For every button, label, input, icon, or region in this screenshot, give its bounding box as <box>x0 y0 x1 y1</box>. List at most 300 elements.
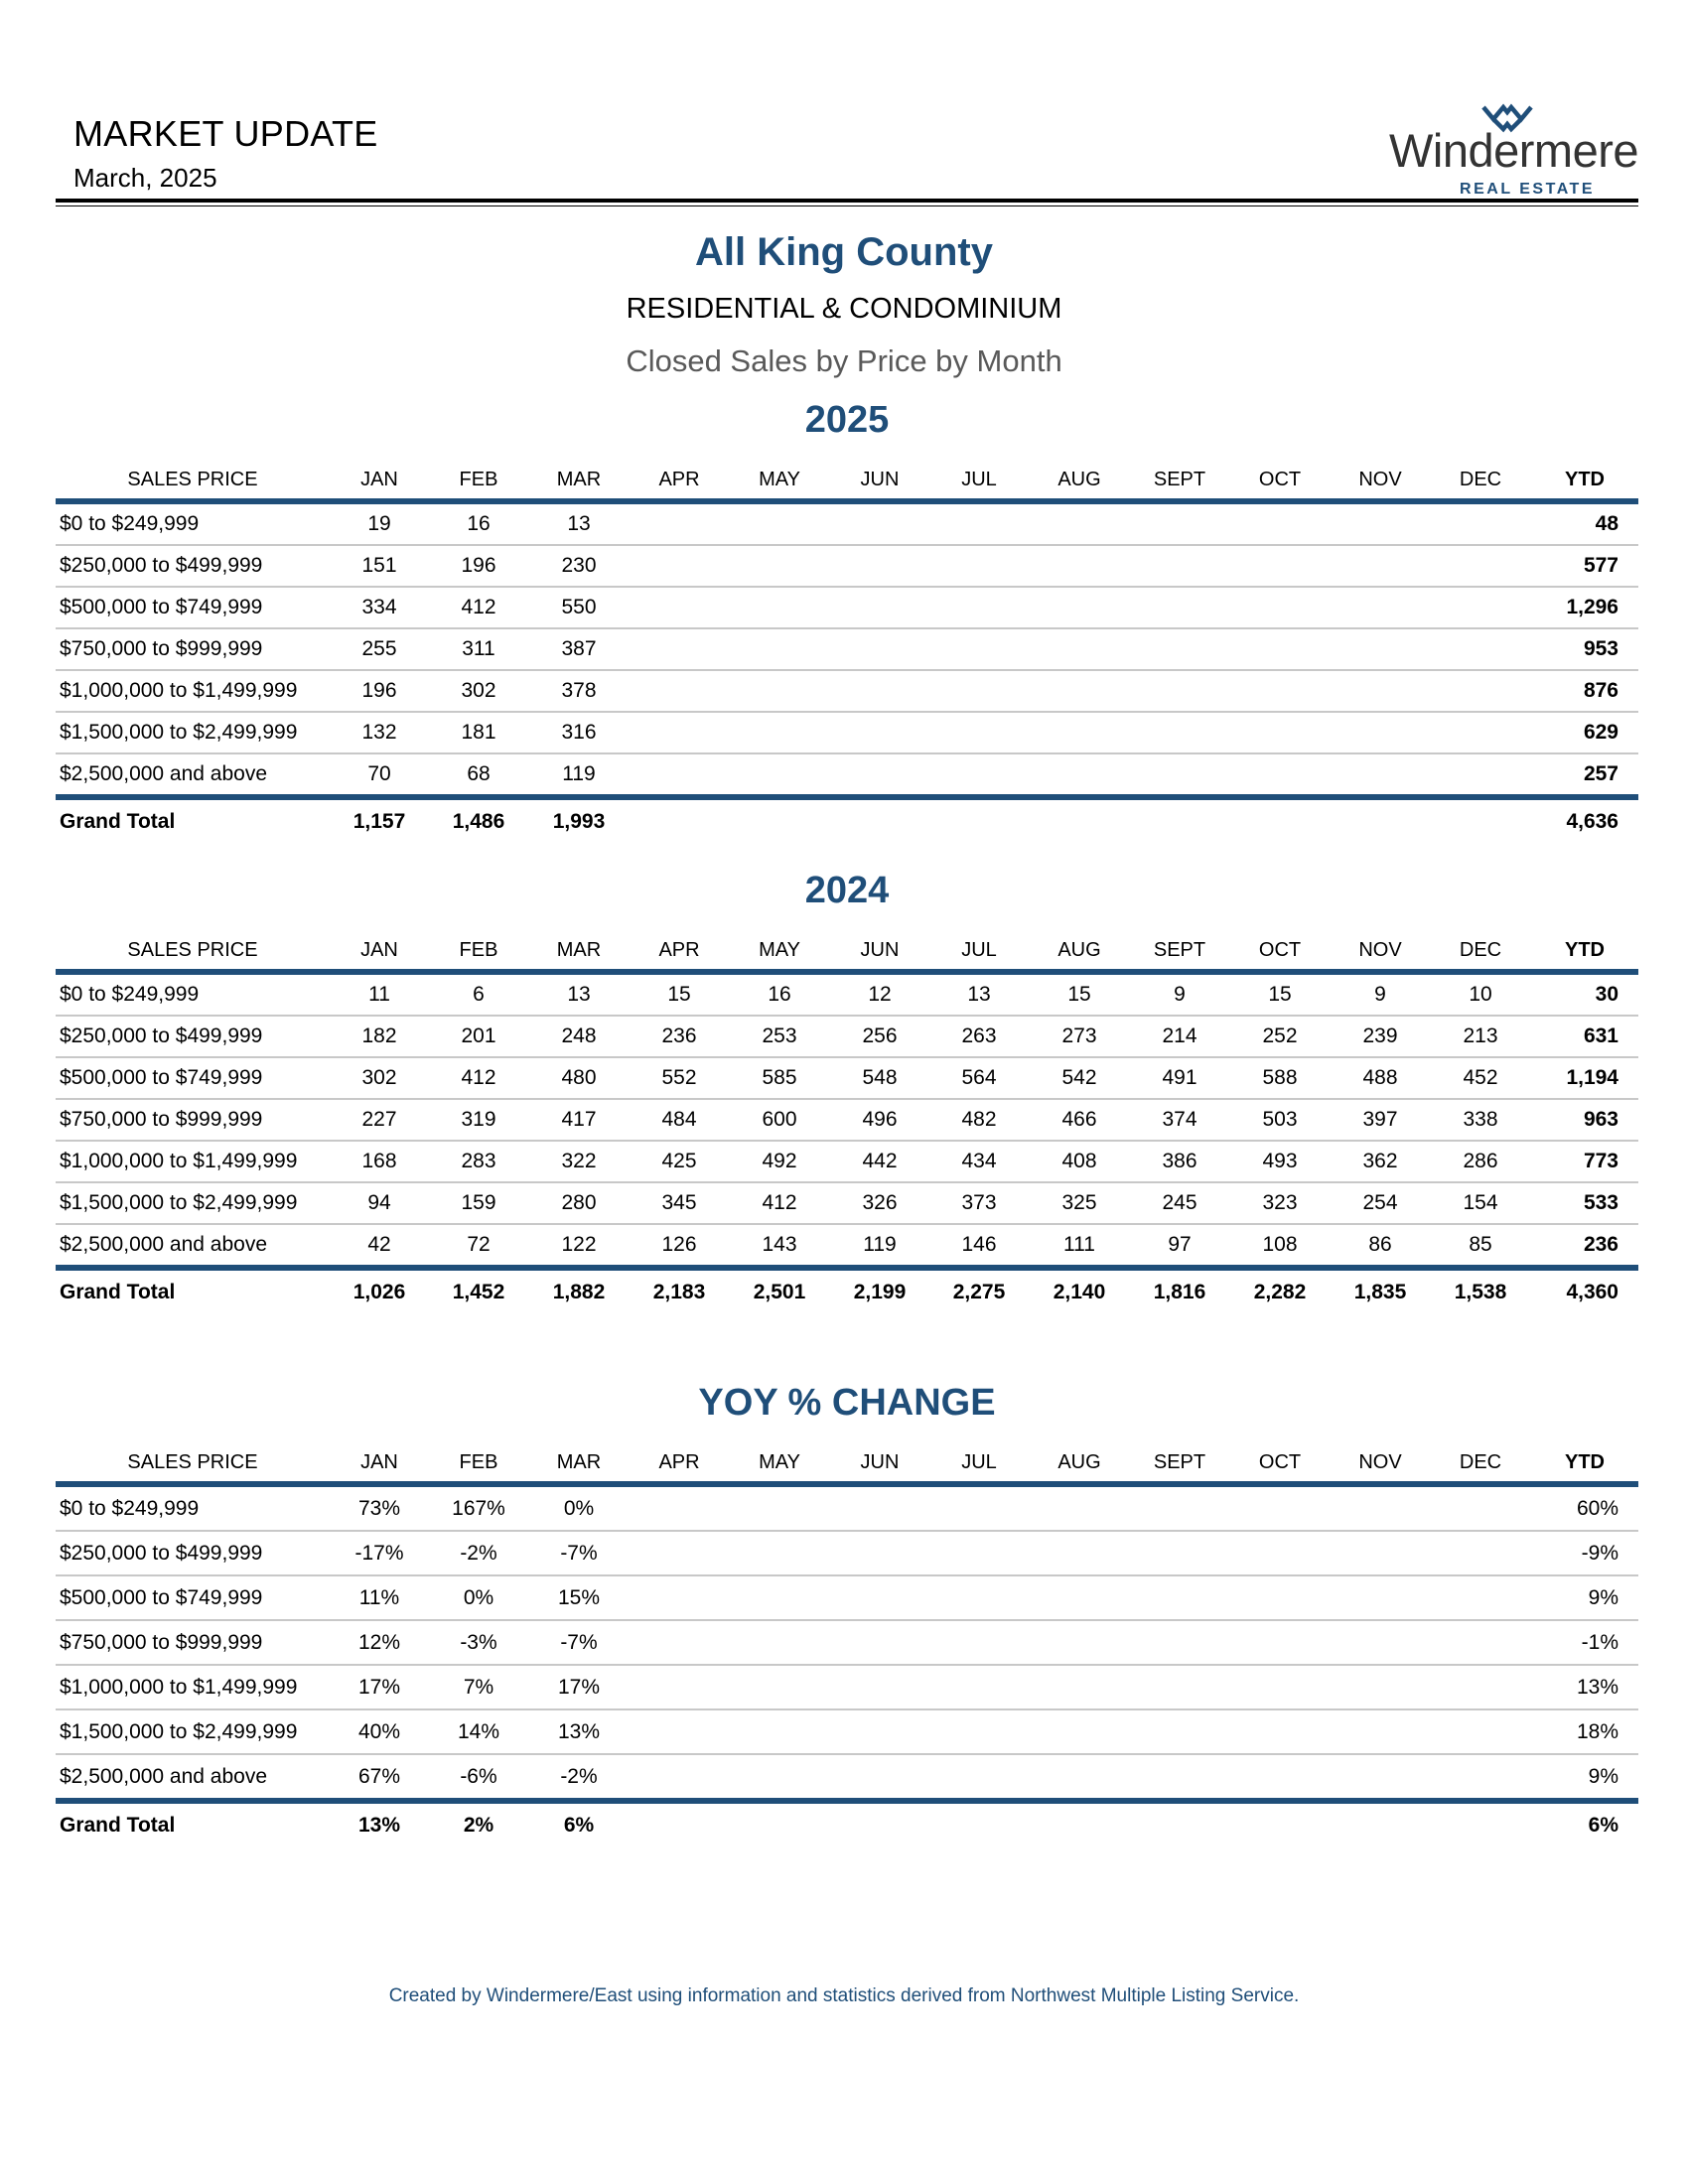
column-header: MAY <box>759 938 800 961</box>
month-cell: -17% <box>330 1531 429 1575</box>
price-range-label: $750,000 to $999,999 <box>56 1620 330 1665</box>
month-cell: 466 <box>1029 1099 1130 1141</box>
month-cell <box>630 1484 729 1531</box>
month-cell: 493 <box>1229 1141 1331 1182</box>
month-cell: 196 <box>330 670 429 712</box>
month-cell: 40% <box>330 1709 429 1754</box>
month-cell <box>729 587 830 628</box>
month-cell <box>1029 587 1130 628</box>
month-cell: 151 <box>330 545 429 587</box>
month-cell <box>1229 501 1331 545</box>
month-cell <box>830 1709 929 1754</box>
month-cell <box>1229 1801 1331 1847</box>
month-cell: 1,993 <box>552 810 606 833</box>
month-cell: 245 <box>1130 1182 1229 1224</box>
month-cell: 585 <box>729 1057 830 1099</box>
report-date: March, 2025 <box>73 163 217 193</box>
month-cell <box>929 628 1029 670</box>
month-cell <box>1430 587 1531 628</box>
month-cell <box>630 545 729 587</box>
month-cell: 322 <box>528 1141 630 1182</box>
month-cell: 1,538 <box>1454 1281 1507 1303</box>
month-cell: 488 <box>1331 1057 1430 1099</box>
month-cell: 480 <box>528 1057 630 1099</box>
month-cell: 548 <box>830 1057 929 1099</box>
month-cell <box>929 1575 1029 1620</box>
month-cell <box>1029 1575 1130 1620</box>
table-row <box>56 501 1638 545</box>
month-cell <box>929 545 1029 587</box>
column-header: AUG <box>1057 468 1101 490</box>
month-cell: 252 <box>1229 1016 1331 1057</box>
month-cell <box>729 1754 830 1801</box>
column-header: JUN <box>860 938 900 961</box>
month-cell <box>929 670 1029 712</box>
month-cell: 11% <box>330 1575 429 1620</box>
month-cell <box>1331 1665 1430 1709</box>
column-header: JUN <box>860 468 900 490</box>
month-cell: 550 <box>528 587 630 628</box>
column-header: OCT <box>1258 1450 1302 1473</box>
table-row <box>56 1620 1638 1665</box>
month-cell <box>1029 1531 1130 1575</box>
price-range-label: $1,000,000 to $1,499,999 <box>56 1141 330 1182</box>
month-cell <box>830 1575 929 1620</box>
column-header: MAR <box>556 468 602 490</box>
table-row <box>56 1484 1638 1531</box>
logo-wordmark: Windermere <box>1389 124 1638 177</box>
month-cell <box>1130 712 1229 753</box>
price-range-label: $1,000,000 to $1,499,999 <box>56 670 330 712</box>
month-cell: 1,882 <box>552 1281 606 1303</box>
month-cell: 564 <box>929 1057 1029 1099</box>
table-row <box>56 1182 1638 1224</box>
month-cell: 0% <box>528 1484 630 1531</box>
month-cell <box>1229 1709 1331 1754</box>
price-range-label: $500,000 to $749,999 <box>56 1057 330 1099</box>
column-header: JUN <box>860 1450 900 1473</box>
month-cell <box>630 1620 729 1665</box>
page-header <box>56 107 1638 206</box>
month-cell <box>929 712 1029 753</box>
column-header: SEPT <box>1153 1450 1206 1473</box>
price-range-label: $1,000,000 to $1,499,999 <box>56 1665 330 1709</box>
month-cell: 1,452 <box>452 1281 505 1303</box>
month-cell <box>1331 1709 1430 1754</box>
ytd-cell: 773 <box>1531 1141 1638 1182</box>
month-cell: 181 <box>429 712 528 753</box>
month-cell <box>1029 1620 1130 1665</box>
month-cell: 13 <box>528 501 630 545</box>
month-cell: 2,140 <box>1053 1281 1106 1303</box>
table-row <box>56 753 1638 797</box>
month-cell <box>729 501 830 545</box>
month-cell: 248 <box>528 1016 630 1057</box>
table-row <box>56 1754 1638 1801</box>
month-cell: 12 <box>830 972 929 1016</box>
column-header: APR <box>658 1450 700 1473</box>
price-range-label: $0 to $249,999 <box>56 1484 330 1531</box>
price-range-label: Grand Total <box>60 1814 176 1837</box>
month-cell: 111 <box>1029 1224 1130 1268</box>
price-range-label: $250,000 to $499,999 <box>56 545 330 587</box>
month-cell: -7% <box>528 1531 630 1575</box>
month-cell: 325 <box>1029 1182 1130 1224</box>
month-cell: 201 <box>429 1016 528 1057</box>
month-cell: 12% <box>330 1620 429 1665</box>
month-cell: 552 <box>630 1057 729 1099</box>
month-cell <box>830 1620 929 1665</box>
sales-table-2024 <box>56 931 1638 1314</box>
month-cell: 588 <box>1229 1057 1331 1099</box>
property-type-subtitle: RESIDENTIAL & CONDOMINIUM <box>626 293 1062 325</box>
month-cell <box>1331 587 1430 628</box>
month-cell <box>830 797 929 844</box>
month-cell: 19 <box>330 501 429 545</box>
column-header: SALES PRICE <box>127 938 258 961</box>
month-cell <box>1229 712 1331 753</box>
header-row <box>56 931 1638 972</box>
month-cell: 1,026 <box>352 1281 406 1303</box>
month-cell <box>1130 1620 1229 1665</box>
month-cell <box>1331 501 1430 545</box>
month-cell: 122 <box>528 1224 630 1268</box>
month-cell <box>1430 1801 1531 1847</box>
month-cell: 72 <box>429 1224 528 1268</box>
month-cell <box>830 670 929 712</box>
price-range-label: $1,500,000 to $2,499,999 <box>56 1709 330 1754</box>
month-cell <box>729 1709 830 1754</box>
month-cell: 236 <box>630 1016 729 1057</box>
month-cell: 9 <box>1331 972 1430 1016</box>
month-cell: 319 <box>429 1099 528 1141</box>
month-cell <box>929 797 1029 844</box>
month-cell <box>929 587 1029 628</box>
month-cell: 412 <box>729 1182 830 1224</box>
month-cell: 316 <box>528 712 630 753</box>
month-cell <box>830 1531 929 1575</box>
month-cell: 408 <box>1029 1141 1130 1182</box>
month-cell: 15 <box>1229 972 1331 1016</box>
month-cell <box>929 1484 1029 1531</box>
month-cell: 2,282 <box>1253 1281 1307 1303</box>
month-cell <box>630 587 729 628</box>
month-cell: 1,835 <box>1353 1281 1407 1303</box>
column-header: OCT <box>1258 468 1302 490</box>
month-cell <box>729 1801 830 1847</box>
ytd-cell: 6% <box>1588 1814 1618 1837</box>
month-cell <box>830 1665 929 1709</box>
table-row <box>56 1224 1638 1268</box>
month-cell: 492 <box>729 1141 830 1182</box>
month-cell <box>830 753 929 797</box>
month-cell <box>1229 1665 1331 1709</box>
month-cell <box>630 1801 729 1847</box>
month-cell: 154 <box>1430 1182 1531 1224</box>
price-range-label: $2,500,000 and above <box>56 1224 330 1268</box>
table-row <box>56 972 1638 1016</box>
month-cell <box>1130 753 1229 797</box>
month-cell: 280 <box>528 1182 630 1224</box>
month-cell <box>1130 670 1229 712</box>
windermere-logo <box>1360 99 1638 199</box>
price-range-label: $0 to $249,999 <box>56 501 330 545</box>
month-cell <box>729 628 830 670</box>
month-cell: 68 <box>429 753 528 797</box>
ytd-cell: 257 <box>1531 753 1638 797</box>
column-header: YTD <box>1565 938 1605 961</box>
column-header: SALES PRICE <box>127 1450 258 1473</box>
month-cell: 2,275 <box>952 1281 1006 1303</box>
month-cell <box>1229 1484 1331 1531</box>
column-header: JAN <box>360 938 398 961</box>
month-cell: 412 <box>429 587 528 628</box>
month-cell <box>1430 1531 1531 1575</box>
month-cell: 255 <box>330 628 429 670</box>
month-cell <box>1229 670 1331 712</box>
month-cell <box>1029 1754 1130 1801</box>
yoy-table <box>56 1443 1638 1847</box>
price-range-label: Grand Total <box>60 810 176 833</box>
month-cell: 146 <box>929 1224 1029 1268</box>
month-cell: -6% <box>429 1754 528 1801</box>
price-range-label: $1,500,000 to $2,499,999 <box>56 712 330 753</box>
table-row <box>56 1141 1638 1182</box>
month-cell <box>1331 545 1430 587</box>
ytd-cell: 4,636 <box>1566 810 1618 833</box>
month-cell: 108 <box>1229 1224 1331 1268</box>
month-cell: -2% <box>528 1754 630 1801</box>
column-header: APR <box>658 468 700 490</box>
month-cell: 132 <box>330 712 429 753</box>
month-cell: 14% <box>429 1709 528 1754</box>
month-cell: 256 <box>830 1016 929 1057</box>
table-row <box>56 1665 1638 1709</box>
month-cell <box>729 1484 830 1531</box>
month-cell: 70 <box>330 753 429 797</box>
month-cell <box>1130 1484 1229 1531</box>
column-header: FEB <box>459 1450 498 1473</box>
price-range-label: $750,000 to $999,999 <box>56 1099 330 1141</box>
month-cell <box>1229 1575 1331 1620</box>
month-cell <box>929 1665 1029 1709</box>
table-row <box>56 545 1638 587</box>
month-cell <box>1130 545 1229 587</box>
ytd-cell: 4,360 <box>1566 1281 1618 1303</box>
month-cell <box>1229 545 1331 587</box>
month-cell: 227 <box>330 1099 429 1141</box>
column-header: NOV <box>1358 1450 1402 1473</box>
county-title: All King County <box>695 230 993 274</box>
month-cell <box>830 545 929 587</box>
month-cell: 491 <box>1130 1057 1229 1099</box>
table-row <box>56 670 1638 712</box>
price-range-label: $0 to $249,999 <box>56 972 330 1016</box>
column-header: MAY <box>759 468 800 490</box>
section-heading: 2025 <box>804 399 890 441</box>
month-cell <box>1331 712 1430 753</box>
month-cell: 182 <box>330 1016 429 1057</box>
column-header: MAY <box>759 1450 800 1473</box>
month-cell: 159 <box>429 1182 528 1224</box>
month-cell <box>830 587 929 628</box>
price-range-label: $250,000 to $499,999 <box>56 1531 330 1575</box>
month-cell <box>630 670 729 712</box>
month-cell <box>729 1575 830 1620</box>
month-cell <box>929 501 1029 545</box>
month-cell <box>1331 1754 1430 1801</box>
price-range-label: $500,000 to $749,999 <box>56 1575 330 1620</box>
month-cell <box>929 1709 1029 1754</box>
month-cell <box>729 1665 830 1709</box>
month-cell: 13 <box>929 972 1029 1016</box>
month-cell: -2% <box>429 1531 528 1575</box>
month-cell: 600 <box>729 1099 830 1141</box>
column-header: AUG <box>1057 1450 1101 1473</box>
month-cell: 373 <box>929 1182 1029 1224</box>
month-cell: 452 <box>1430 1057 1531 1099</box>
ytd-cell: 577 <box>1531 545 1638 587</box>
month-cell <box>1229 1531 1331 1575</box>
column-header: JUL <box>961 468 997 490</box>
month-cell <box>1229 1620 1331 1665</box>
month-cell: 434 <box>929 1141 1029 1182</box>
month-cell <box>830 501 929 545</box>
month-cell: 6 <box>429 972 528 1016</box>
month-cell: 15 <box>630 972 729 1016</box>
ytd-cell: 60% <box>1531 1484 1638 1531</box>
month-cell: 213 <box>1430 1016 1531 1057</box>
month-cell <box>630 712 729 753</box>
month-cell: 17% <box>330 1665 429 1709</box>
ytd-cell: 1,194 <box>1531 1057 1638 1099</box>
month-cell: 167% <box>429 1484 528 1531</box>
section-heading: YOY % CHANGE <box>698 1382 996 1424</box>
month-cell <box>1130 1531 1229 1575</box>
month-cell <box>1430 628 1531 670</box>
ytd-cell: 18% <box>1531 1709 1638 1754</box>
month-cell <box>1331 1575 1430 1620</box>
month-cell <box>1430 501 1531 545</box>
month-cell: 9 <box>1130 972 1229 1016</box>
month-cell: 425 <box>630 1141 729 1182</box>
month-cell: 6% <box>563 1814 595 1837</box>
table-row <box>56 1099 1638 1141</box>
month-cell: 196 <box>429 545 528 587</box>
ytd-cell: 13% <box>1531 1665 1638 1709</box>
month-cell <box>1029 1484 1130 1531</box>
month-cell: 302 <box>429 670 528 712</box>
month-cell <box>1029 797 1130 844</box>
header-row <box>56 1443 1638 1484</box>
grand-total-row <box>56 1268 1638 1314</box>
logo-subtext: REAL ESTATE <box>1460 181 1595 198</box>
month-cell: 13% <box>528 1709 630 1754</box>
month-cell <box>1430 712 1531 753</box>
column-header: YTD <box>1565 468 1605 490</box>
header-rule-thin <box>56 205 1638 206</box>
month-cell <box>1430 753 1531 797</box>
month-cell <box>1430 1709 1531 1754</box>
month-cell <box>1029 501 1130 545</box>
month-cell <box>830 712 929 753</box>
month-cell: 482 <box>929 1099 1029 1141</box>
month-cell: 2,501 <box>753 1281 806 1303</box>
month-cell: 17% <box>528 1665 630 1709</box>
month-cell <box>729 712 830 753</box>
month-cell: 143 <box>729 1224 830 1268</box>
month-cell <box>729 670 830 712</box>
month-cell <box>929 1754 1029 1801</box>
month-cell: 1,486 <box>452 810 505 833</box>
month-cell <box>1430 1484 1531 1531</box>
month-cell: 86 <box>1331 1224 1430 1268</box>
month-cell <box>1430 670 1531 712</box>
price-range-label: $250,000 to $499,999 <box>56 1016 330 1057</box>
month-cell: 0% <box>429 1575 528 1620</box>
column-header: JAN <box>360 1450 398 1473</box>
month-cell: 286 <box>1430 1141 1531 1182</box>
month-cell <box>1029 545 1130 587</box>
month-cell <box>1130 1709 1229 1754</box>
month-cell: 326 <box>830 1182 929 1224</box>
month-cell <box>630 628 729 670</box>
ytd-cell: 963 <box>1531 1099 1638 1141</box>
month-cell: 496 <box>830 1099 929 1141</box>
month-cell: 2% <box>463 1814 494 1837</box>
month-cell <box>830 1484 929 1531</box>
month-cell <box>1029 753 1130 797</box>
month-cell: -7% <box>528 1620 630 1665</box>
column-header: SALES PRICE <box>127 468 258 490</box>
title-block <box>0 230 1688 379</box>
column-header: FEB <box>459 938 498 961</box>
month-cell <box>1430 545 1531 587</box>
month-cell: 11 <box>330 972 429 1016</box>
ytd-cell: 629 <box>1531 712 1638 753</box>
column-header: DEC <box>1459 1450 1502 1473</box>
month-cell <box>630 753 729 797</box>
month-cell <box>1331 670 1430 712</box>
ytd-cell: -9% <box>1531 1531 1638 1575</box>
price-range-label: $500,000 to $749,999 <box>56 587 330 628</box>
month-cell <box>1029 1665 1130 1709</box>
month-cell <box>1331 753 1430 797</box>
month-cell: 94 <box>330 1182 429 1224</box>
month-cell: 2,183 <box>652 1281 706 1303</box>
column-header: SEPT <box>1153 468 1206 490</box>
month-cell <box>1130 1801 1229 1847</box>
month-cell <box>630 1754 729 1801</box>
month-cell: 442 <box>830 1141 929 1182</box>
column-header: AUG <box>1057 938 1101 961</box>
month-cell: 85 <box>1430 1224 1531 1268</box>
month-cell <box>630 1531 729 1575</box>
column-header: FEB <box>459 468 498 490</box>
month-cell: 378 <box>528 670 630 712</box>
month-cell: 362 <box>1331 1141 1430 1182</box>
month-cell <box>729 797 830 844</box>
month-cell <box>929 1620 1029 1665</box>
grand-total-row <box>56 797 1638 844</box>
column-header: JAN <box>360 468 398 490</box>
month-cell: 263 <box>929 1016 1029 1057</box>
month-cell: 386 <box>1130 1141 1229 1182</box>
month-cell <box>1331 1531 1430 1575</box>
month-cell <box>729 753 830 797</box>
month-cell <box>1130 1754 1229 1801</box>
month-cell <box>1130 587 1229 628</box>
